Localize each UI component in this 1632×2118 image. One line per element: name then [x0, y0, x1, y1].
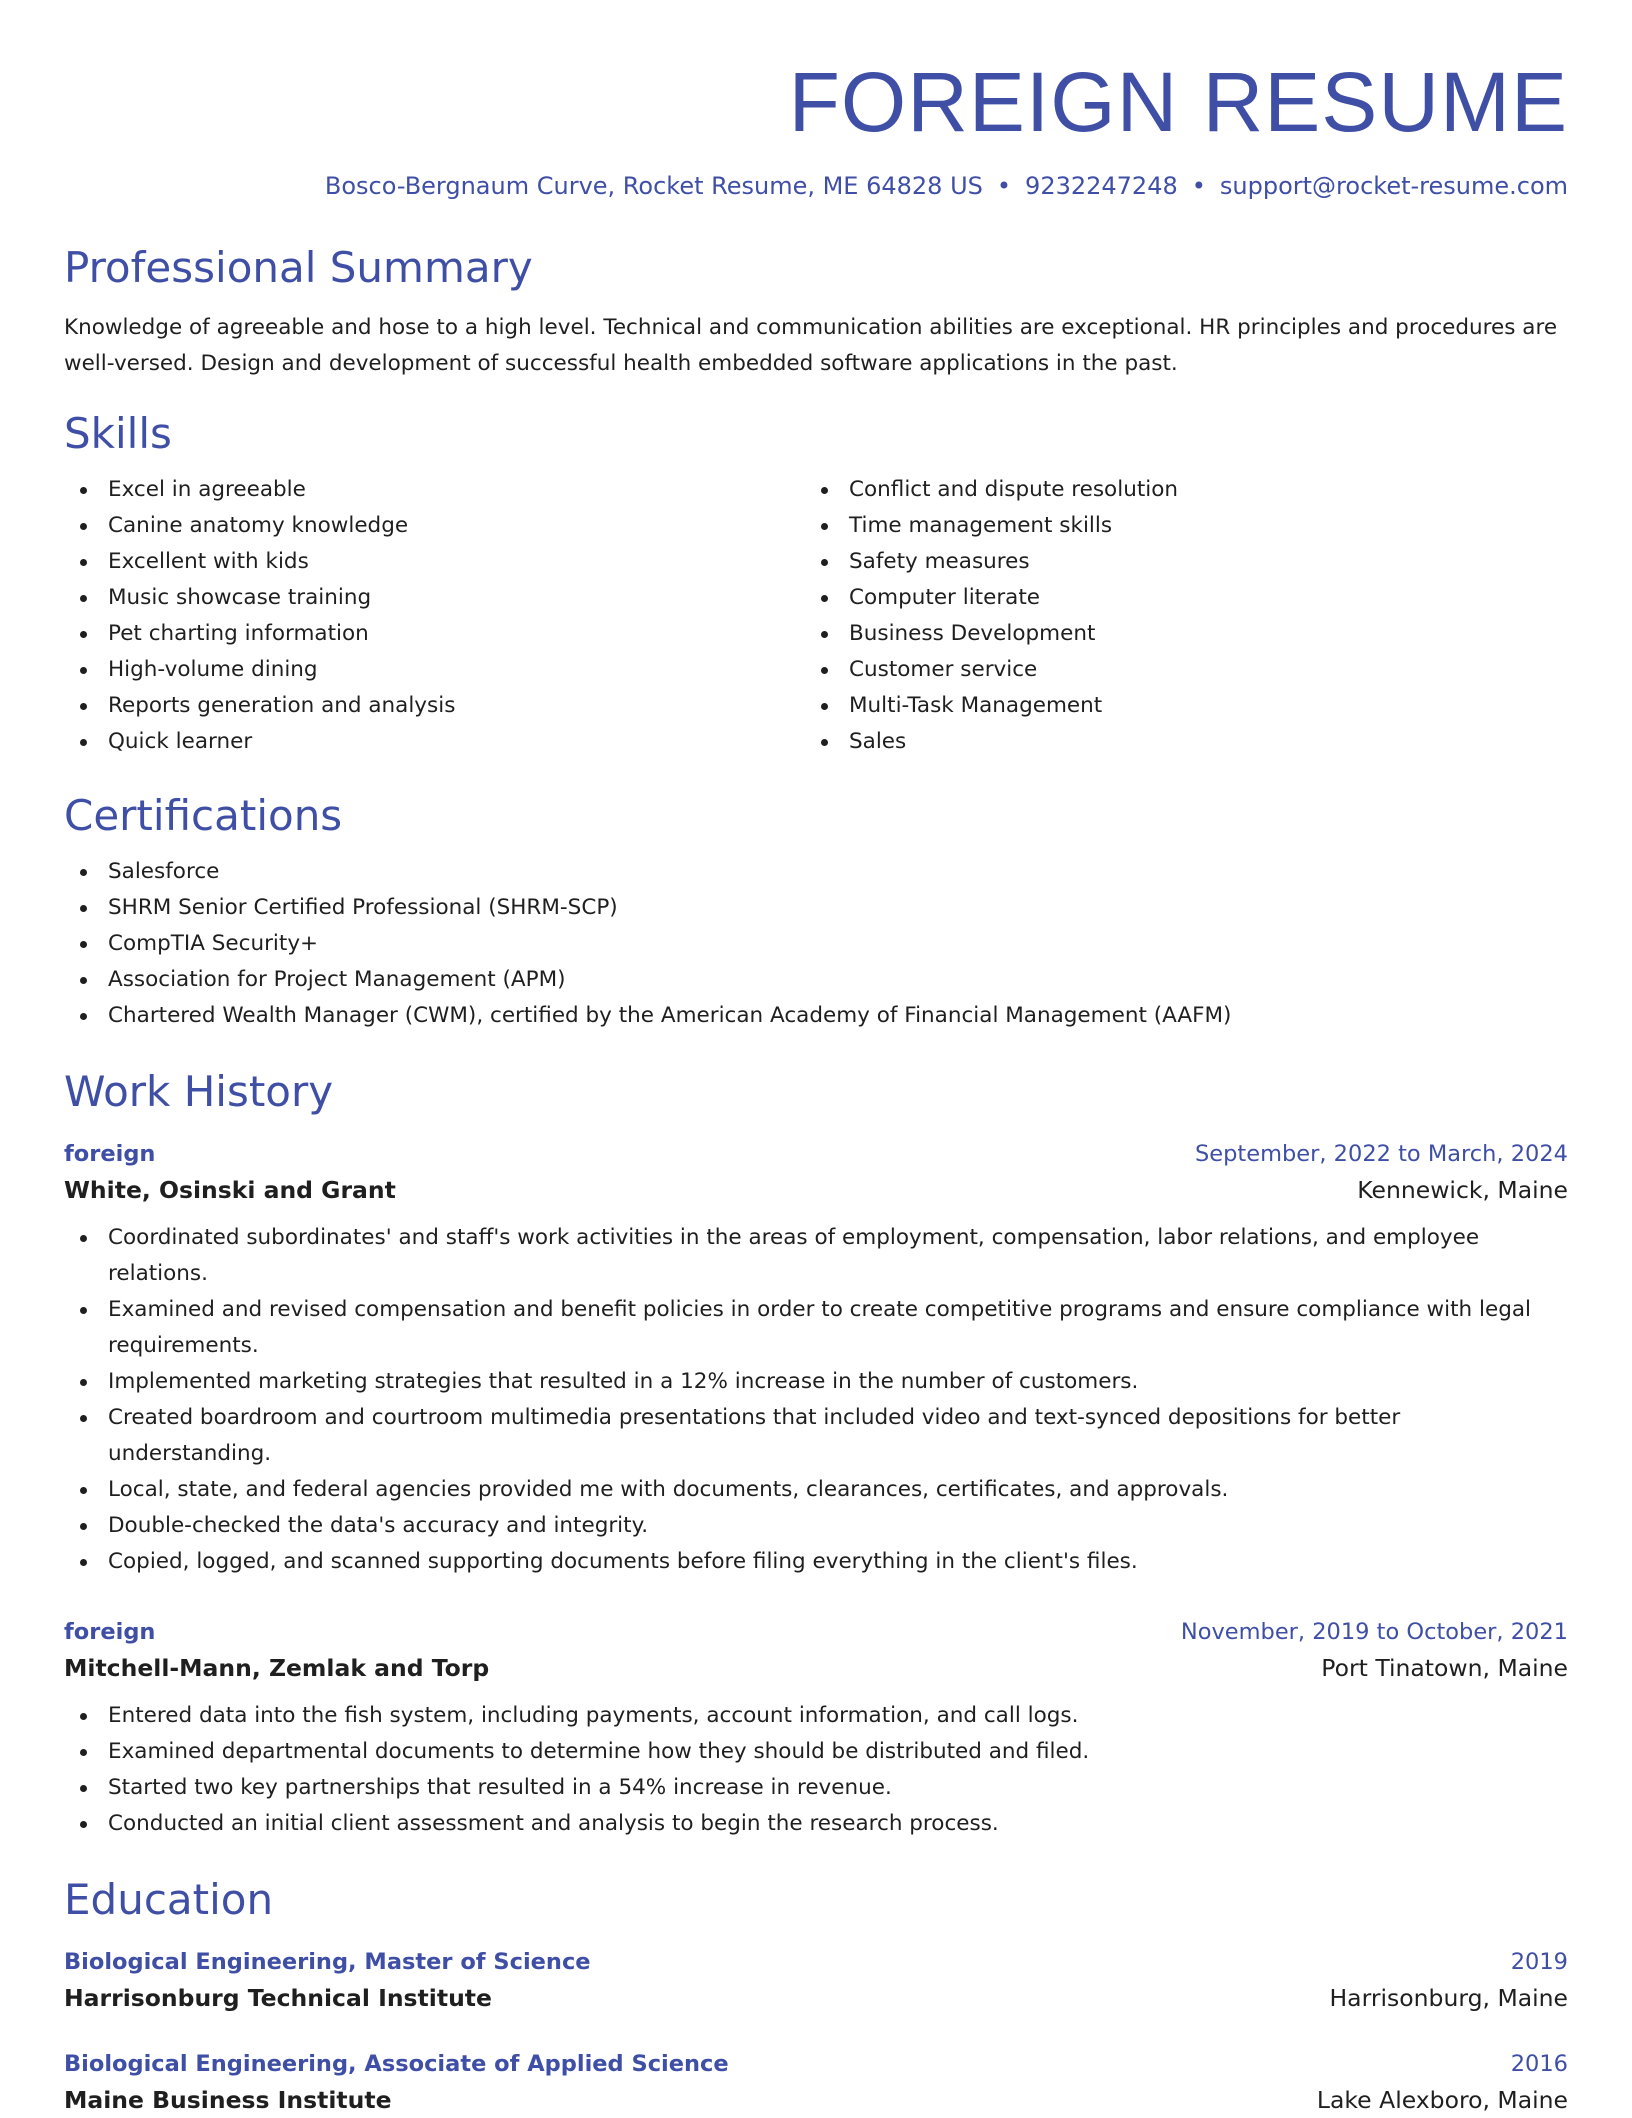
job-duty: Examined and revised compensation and benefit policies in order to create competitive programs and ensure compliance with legal requirements.	[64, 1292, 1568, 1364]
skill-item: Computer literate	[805, 580, 1568, 616]
education-section	[64, 1874, 1568, 2118]
skill-item: Safety measures	[805, 544, 1568, 580]
skills-list-right	[805, 472, 1568, 760]
resume-header	[64, 52, 1568, 202]
work-entry-subheader	[64, 1650, 1568, 1686]
work-entry-subheader	[64, 1172, 1568, 1208]
skill-item: Time management skills	[805, 508, 1568, 544]
skills-grid	[64, 472, 1568, 760]
degree-name: Biological Engineering, Associate of Applied Science	[64, 2051, 729, 2077]
candidate-name: FOREIGN RESUME	[788, 55, 1568, 149]
degree-name: Biological Engineering, Master of Science	[64, 1949, 591, 1975]
certifications-list	[64, 854, 1568, 1034]
skills-list-left	[64, 472, 805, 760]
education-entry-header	[64, 1944, 1568, 1980]
job-dates: September, 2022 to March, 2024	[1195, 1141, 1568, 1167]
education-entry-header	[64, 2046, 1568, 2082]
work-entry	[64, 1136, 1568, 1580]
skill-item: Pet charting information	[64, 616, 805, 652]
skill-item: Multi-Task Management	[805, 688, 1568, 724]
graduation-year: 2016	[1510, 2051, 1568, 2077]
graduation-year: 2019	[1510, 1949, 1568, 1975]
professional-summary-section	[64, 242, 1568, 382]
section-title: Work History	[64, 1067, 334, 1116]
job-duty: Examined departmental documents to determine how they should be distributed and filed.	[64, 1734, 1568, 1770]
contact-phone: 9232247248	[1025, 172, 1178, 200]
skill-item: High-volume dining	[64, 652, 805, 688]
skill-item: Sales	[805, 724, 1568, 760]
skill-item: Excel in agreeable	[64, 472, 805, 508]
skills-column-right	[805, 472, 1568, 760]
certifications-section	[64, 790, 1568, 1034]
work-entry-header	[64, 1136, 1568, 1172]
skill-item: Quick learner	[64, 724, 805, 760]
skills-column-left	[64, 472, 805, 760]
skill-item: Reports generation and analysis	[64, 688, 805, 724]
job-dates: November, 2019 to October, 2021	[1180, 1619, 1568, 1645]
certification-item: SHRM Senior Certified Professional (SHRM-SCP)	[64, 890, 1568, 926]
contact-separator: •	[996, 172, 1012, 200]
section-title: Certifications	[64, 791, 343, 840]
job-location: Port Tinatown, Maine	[1321, 1654, 1568, 1682]
job-duty: Implemented marketing strategies that resulted in a 12% increase in the number of customers.	[64, 1364, 1568, 1400]
skill-item: Conflict and dispute resolution	[805, 472, 1568, 508]
job-duty: Created boardroom and courtroom multimedia presentations that included video and text-synced depositions for better understanding.	[64, 1400, 1568, 1472]
school-location: Lake Alexboro, Maine	[1316, 2086, 1568, 2114]
work-history-section	[64, 1066, 1568, 1842]
job-duty: Coordinated subordinates' and staff's work activities in the areas of employment, compensation, labor relations, and employee relations.	[64, 1220, 1568, 1292]
school-name: Maine Business Institute	[64, 2086, 392, 2114]
contact-email: support@rocket-resume.com	[1219, 172, 1568, 200]
skill-item: Music showcase training	[64, 580, 805, 616]
skill-item: Business Development	[805, 616, 1568, 652]
skills-section	[64, 408, 1568, 760]
job-duty: Started two key partnerships that resulted in a 54% increase in revenue.	[64, 1770, 1568, 1806]
summary-text: Knowledge of agreeable and hose to a high level. Technical and communication abilities are exceptional. HR principles and procedures are well-versed. Design and development of successful health embedded software applications in the past.	[64, 315, 1558, 376]
education-entry-subheader	[64, 2082, 1568, 2118]
company-name: White, Osinski and Grant	[64, 1176, 396, 1204]
job-duty: Local, state, and federal agencies provided me with documents, clearances, certificates, and approvals.	[64, 1472, 1568, 1508]
contact-line	[64, 170, 1568, 202]
contact-address: Bosco-Bergnaum Curve, Rocket Resume, ME 64828 US	[324, 172, 983, 200]
work-entry-header	[64, 1614, 1568, 1650]
job-duty: Copied, logged, and scanned supporting documents before filing everything in the client's files.	[64, 1544, 1568, 1580]
certification-item: CompTIA Security+	[64, 926, 1568, 962]
section-title: Professional Summary	[64, 243, 533, 292]
job-duty: Entered data into the fish system, including payments, account information, and call logs.	[64, 1698, 1568, 1734]
certification-item: Association for Project Management (APM)	[64, 962, 1568, 998]
education-entry	[64, 2046, 1568, 2118]
contact-separator: •	[1191, 172, 1206, 200]
work-entry	[64, 1614, 1568, 1842]
section-title: Skills	[64, 409, 172, 458]
skill-item: Customer service	[805, 652, 1568, 688]
certification-item: Chartered Wealth Manager (CWM), certified by the American Academy of Financial Management (AAFM)	[64, 998, 1568, 1034]
section-title: Education	[64, 1875, 274, 1924]
education-entry	[64, 1944, 1568, 2016]
company-name: Mitchell-Mann, Zemlak and Torp	[64, 1654, 490, 1682]
job-location: Kennewick, Maine	[1357, 1176, 1568, 1204]
education-entry-subheader	[64, 1980, 1568, 2016]
job-duties-list	[64, 1698, 1568, 1842]
certification-item: Salesforce	[64, 854, 1568, 890]
skill-item: Canine anatomy knowledge	[64, 508, 805, 544]
job-duties-list	[64, 1220, 1568, 1580]
skill-item: Excellent with kids	[64, 544, 805, 580]
job-duty: Double-checked the data's accuracy and integrity.	[64, 1508, 1568, 1544]
job-title: foreign	[64, 1141, 156, 1167]
job-title: foreign	[64, 1619, 156, 1645]
school-location: Harrisonburg, Maine	[1329, 1984, 1568, 2012]
school-name: Harrisonburg Technical Institute	[64, 1984, 492, 2012]
job-duty: Conducted an initial client assessment and analysis to begin the research process.	[64, 1806, 1568, 1842]
